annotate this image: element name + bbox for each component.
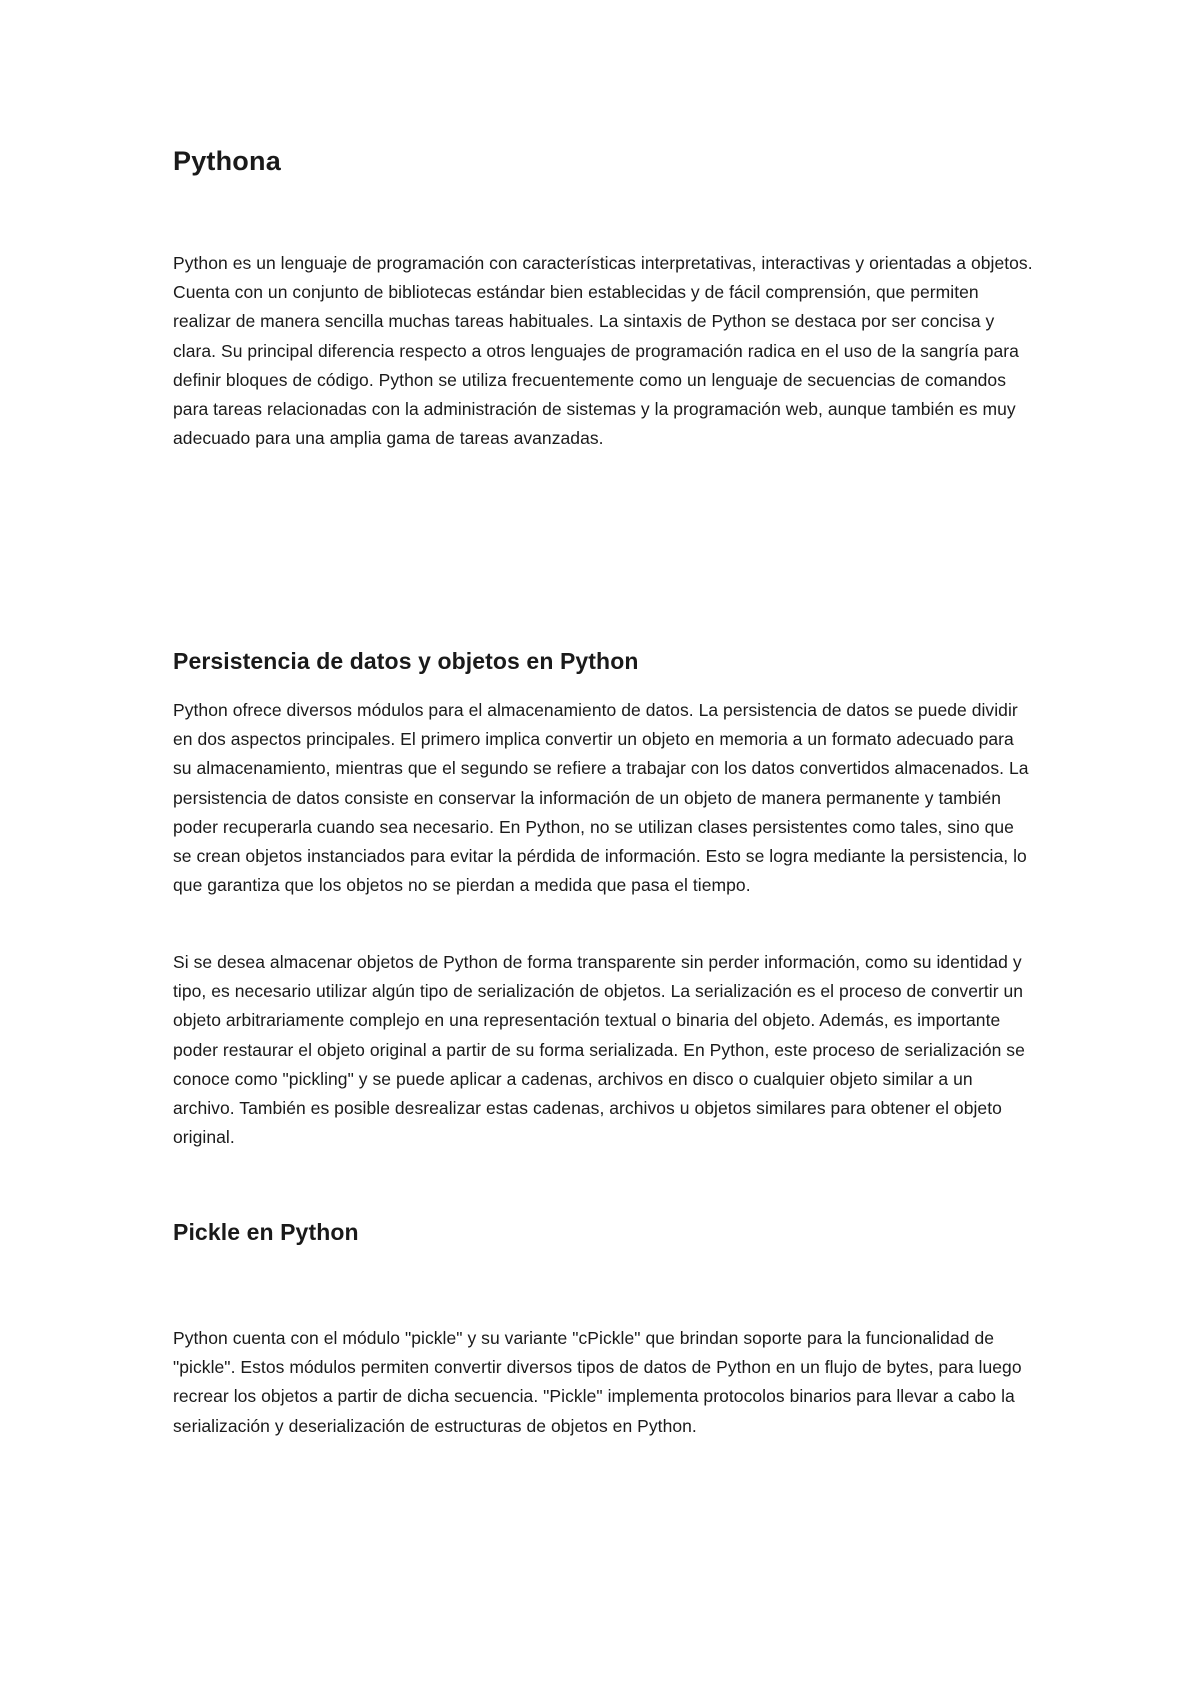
section-heading-pickle: Pickle en Python xyxy=(173,1219,359,1245)
persistencia-paragraph-2: Si se desea almacenar objetos de Python de forma transparente sin perder información, como su identidad y tipo, es necesario utilizar algún tipo de serialización de objetos. La serialización es el proceso de convertir un objeto arbitrariamente complejo en una representación textual o binaria del objeto. Además, es importante poder restaurar el objeto original a partir de su forma serializada. En Python, este proceso de serialización se conoce como "pickling" y se puede aplicar a cadenas, archivos en disco o cualquier objeto similar a un archivo. También es posible desrealizar estas cadenas, archivos u objetos similares para obtener el objeto original. xyxy=(173,952,1025,1148)
persistencia-paragraph-1: Python ofrece diversos módulos para el almacenamiento de datos. La persistencia de datos se puede dividir en dos aspectos principales. El primero implica convertir un objeto en memoria a un formato adecuado para su almacenamiento, mientras que el segundo se refiere a trabajar con los datos convertidos almacenados. La persistencia de datos consiste en conservar la información de un objeto de manera permanente y también poder recuperarla cuando sea necesario. En Python, no se utilizan clases persistentes como tales, sino que se crean objetos instanciados para evitar la pérdida de información. Esto se logra mediante la persistencia, lo que garantiza que los objetos no se pierdan a medida que pasa el tiempo. xyxy=(173,700,1029,896)
pickle-paragraph: Python cuenta con el módulo "pickle" y su variante "cPickle" que brindan soporte para la funcionalidad de "pickle". Estos módulos permiten convertir diversos tipos de datos de Python en un flujo de bytes, para luego recrear los objetos a partir de dicha secuencia. "Pickle" implementa protocolos binarios para llevar a cabo la serialización y deserialización de estructuras de objetos en Python. xyxy=(173,1328,1022,1436)
intro-paragraph: Python es un lenguaje de programación con características interpretativas, interactivas y orientadas a objetos. Cuenta con un conjunto de bibliotecas estándar bien establecidas y de fácil comprensión, que permiten realizar de manera sencilla muchas tareas habituales. La sintaxis de Python se destaca por ser concisa y clara. Su principal diferencia respecto a otros lenguajes de programación radica en el uso de la sangría para definir bloques de código. Python se utiliza frecuentemente como un lenguaje de secuencias de comandos para tareas relacionadas con la administración de sistemas y la programación web, aunque también es muy adecuado para una amplia gama de tareas avanzadas. xyxy=(173,253,1033,449)
document-title: Pythona xyxy=(173,146,281,176)
section-heading-persistencia: Persistencia de datos y objetos en Python xyxy=(173,648,639,674)
